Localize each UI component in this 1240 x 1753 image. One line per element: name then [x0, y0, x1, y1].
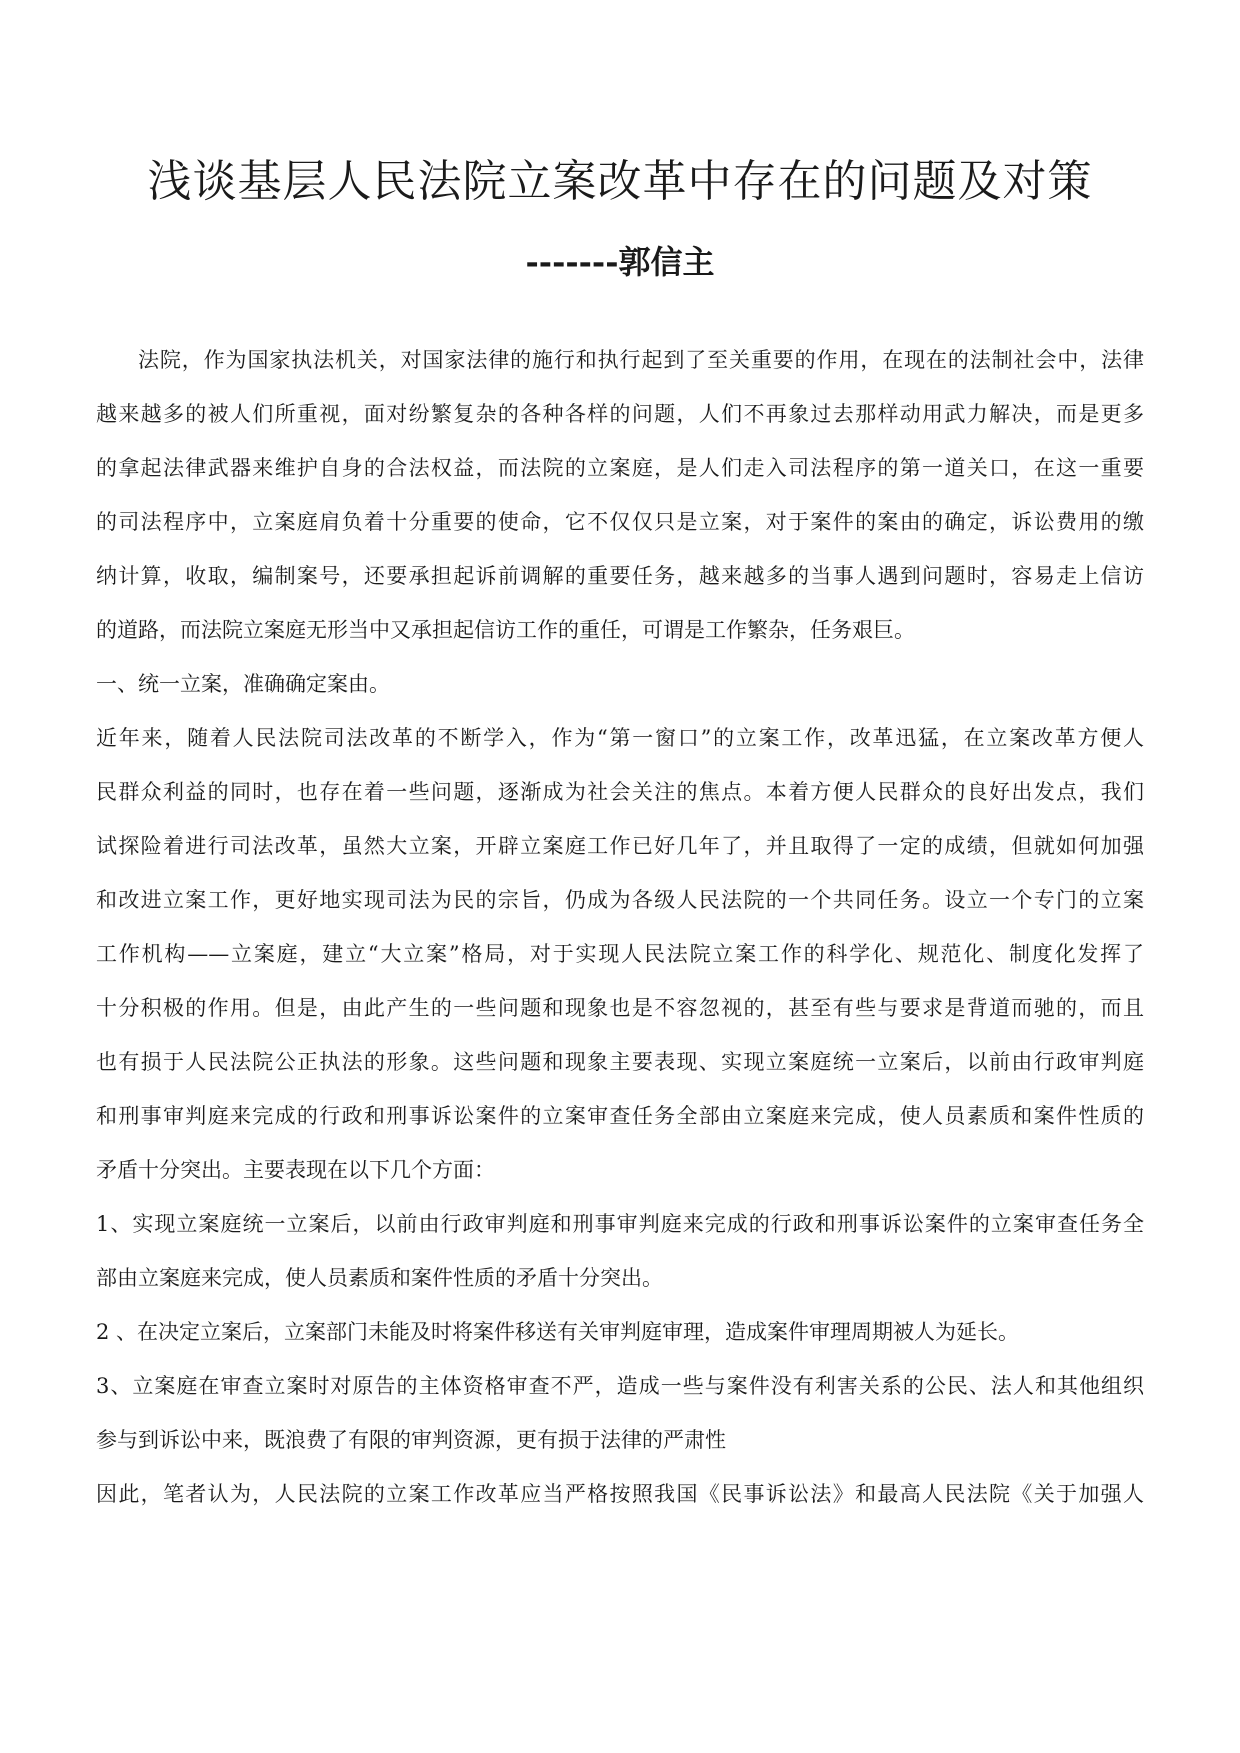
document-title: 浅谈基层人民法院立案改革中存在的问题及对策 — [147, 156, 1093, 207]
body-line: 也有损于人民法院公正执法的形象。这些问题和现象主要表现、实现立案庭统一立案后，以前由行政审判庭 — [96, 1050, 1144, 1074]
body-line: 民群众利益的同时，也存在着一些问题，逐渐成为社会关注的焦点。本着方便人民群众的良好出发点，我们 — [96, 780, 1144, 804]
body-line: 十分积极的作用。但是，由此产生的一些问题和现象也是不容忽视的，甚至有些与要求是背道而驰的，而且 — [96, 996, 1144, 1020]
body-line: 的拿起法律武器来维护自身的合法权益，而法院的立案庭，是人们走入司法程序的第一道关口，在这一重要 — [96, 456, 1144, 480]
body-line: 矛盾十分突出。主要表现在以下几个方面： — [96, 1158, 495, 1182]
body-line: 1、实现立案庭统一立案后，以前由行政审判庭和刑事审判庭来完成的行政和刑事诉讼案件的立案审查任务全 — [96, 1212, 1144, 1236]
body-line: 的司法程序中，立案庭肩负着十分重要的使命，它不仅仅只是立案，对于案件的案由的确定，诉讼费用的缴 — [96, 510, 1144, 534]
body-line: 部由立案庭来完成，使人员素质和案件性质的矛盾十分突出。 — [96, 1266, 663, 1290]
body-line: 纳计算，收取，编制案号，还要承担起诉前调解的重要任务，越来越多的当事人遇到问题时，容易走上信访 — [96, 564, 1144, 588]
document-author: -------郭信主 — [525, 243, 715, 281]
body-line: 3、立案庭在审查立案时对原告的主体资格审查不严，造成一些与案件没有利害关系的公民、法人和其他组织 — [96, 1374, 1144, 1398]
body-line: 法院，作为国家执法机关，对国家法律的施行和执行起到了至关重要的作用，在现在的法制社会中，法律 — [138, 348, 1144, 372]
body-line: 2 、在决定立案后，立案部门未能及时将案件移送有关审判庭审理，造成案件审理周期被人为延长。 — [96, 1320, 1020, 1344]
body-line: 和刑事审判庭来完成的行政和刑事诉讼案件的立案审查任务全部由立案庭来完成，使人员素质和案件性质的 — [96, 1104, 1144, 1128]
body-line: 试探险着进行司法改革，虽然大立案，开辟立案庭工作已好几年了，并且取得了一定的成绩，但就如何加强 — [96, 834, 1144, 858]
body-line: 的道路，而法院立案庭无形当中又承担起信访工作的重任，可谓是工作繁杂，任务艰巨。 — [96, 618, 915, 642]
body-line: 越来越多的被人们所重视，面对纷繁复杂的各种各样的问题，人们不再象过去那样动用武力解决，而是更多 — [96, 402, 1144, 426]
body-line: 近年来，随着人民法院司法改革的不断学入，作为“第一窗口”的立案工作，改革迅猛，在立案改革方便人 — [96, 726, 1144, 750]
body-line: 一、统一立案，准确确定案由。 — [96, 672, 390, 696]
document-body — [96, 333, 1144, 1521]
body-line: 参与到诉讼中来，既浪费了有限的审判资源，更有损于法律的严肃性 — [96, 1428, 726, 1452]
body-line: 和改进立案工作，更好地实现司法为民的宗旨，仍成为各级人民法院的一个共同任务。设立一个专门的立案 — [96, 888, 1144, 912]
body-line: 工作机构——立案庭，建立“大立案”格局，对于实现人民法院立案工作的科学化、规范化、制度化发挥了 — [96, 942, 1144, 966]
body-line: 因此，笔者认为，人民法院的立案工作改革应当严格按照我国《民事诉讼法》和最高人民法院《关于加强人 — [96, 1482, 1144, 1506]
